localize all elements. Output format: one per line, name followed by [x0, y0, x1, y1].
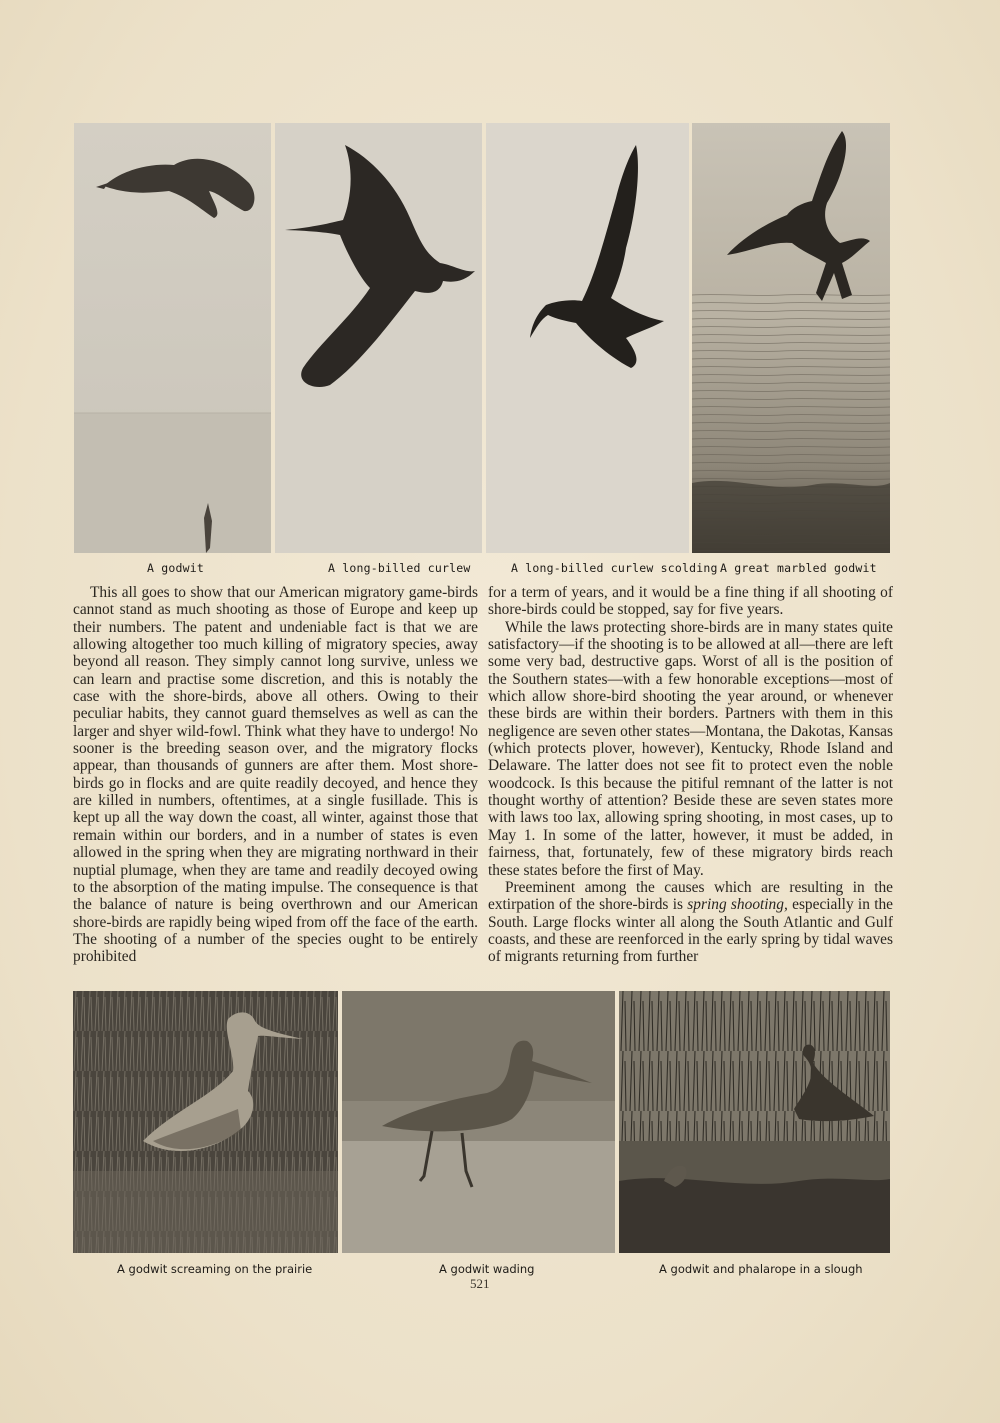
- right-column: [488, 584, 893, 966]
- paragraph-text: Preeminent among the causes which are resulting in the extirpation of the shore-birds is: [488, 878, 893, 914]
- right-paragraph-2: While the laws protecting shore-birds are in many states quite satisfactory—if the shooting is to be allowed at all—there are left some very bad, destructive gaps. Worst of all is the position of the Southern states—with a few honorable exceptions—most of which allow shore-bird shooting the year around, or whenever these birds are within their borders. Partners with them in this negligence are seven other states—Montana, the Dakotas, Kansas (which protects plover, however), Kentucky, Rhode Island and Delaware. The latter does not see fit to protect even the noble woodcock. Is this because the pitiful remnant of the latter is not thought worthy of attention? Beside these are seven states more with laws too lax, allowing spring shooting, in most cases, up to May 1. In some of the latter, however, it must be added, in fairness, that, fortunately, few of these migratory birds reach these states before the first of May.: [488, 618, 893, 879]
- caption-godwit-screaming: A godwit screaming on the prairie: [117, 1262, 313, 1276]
- caption-curlew-scolding: A long-billed curlew scolding: [511, 561, 718, 575]
- page-number: 521: [470, 1276, 490, 1291]
- left-paragraph: This all goes to show that our American migratory game-birds cannot stand as much shooting as those of Europe and keep up their numbers. The patent and undeniable fact is that we are allowing altogether too much killing of migratory species, away beyond all reason. They simply cannot long survive, unless we can learn and practise some discretion, and this is notably the case with the shore-birds, above all others. Owing to their peculiar habits, they cannot guard themselves as well as can the larger and shyer wild-fowl. Think what they have to undergo! No sooner is the breeding season over, and the migratory flocks appear, than thousands of gunners are after them. Most shore-birds go in flocks and are quite readily decoyed, and hence they are killed in numbers, oftentimes, at a single fusillade. This is kept up all the way down the coast, all winter, against those that remain within our borders, and in a number of states is even allowed in the spring when they are migrating northward in their nuptial plumage, when they are tame and readily decoyed owing to the absorption of the mating impulse. The consequence is that the balance of nature is being overthrown and our American shore-birds are rapidly being wiped from off the face of the earth. The shooting of a number of the species ought to be entirely prohibited: [73, 584, 478, 966]
- caption-great-marbled-godwit: A great marbled godwit: [720, 561, 877, 575]
- right-paragraph-1: for a term of years, and it would be a fine thing if all shooting of shore-birds could be stopped, say for five years.: [488, 584, 893, 619]
- photo-godwit-wading: [342, 991, 615, 1253]
- photo-godwit-flying: [74, 123, 271, 553]
- photo-curlew-scolding: [486, 123, 689, 553]
- photo-long-billed-curlew: [275, 123, 482, 553]
- caption-long-billed-curlew: A long-billed curlew: [328, 561, 471, 575]
- caption-godwit: A godwit: [147, 561, 204, 575]
- emphasis-spring-shooting: spring shooting,: [687, 896, 788, 914]
- photo-godwit-screaming: [73, 991, 338, 1253]
- left-column: [73, 584, 478, 966]
- photo-great-marbled-godwit: [692, 123, 890, 553]
- caption-godwit-wading: A godwit wading: [439, 1262, 535, 1276]
- photo-godwit-phalarope: [619, 991, 890, 1253]
- caption-godwit-phalarope: A godwit and phalarope in a slough: [659, 1262, 863, 1276]
- right-paragraph-3: [488, 879, 893, 966]
- paragraph-text: especially in the South. Large flocks winter all along the South Atlantic and Gulf coasts, and these are reenforced in the early spring by tidal waves of migrants returning from further: [488, 896, 894, 966]
